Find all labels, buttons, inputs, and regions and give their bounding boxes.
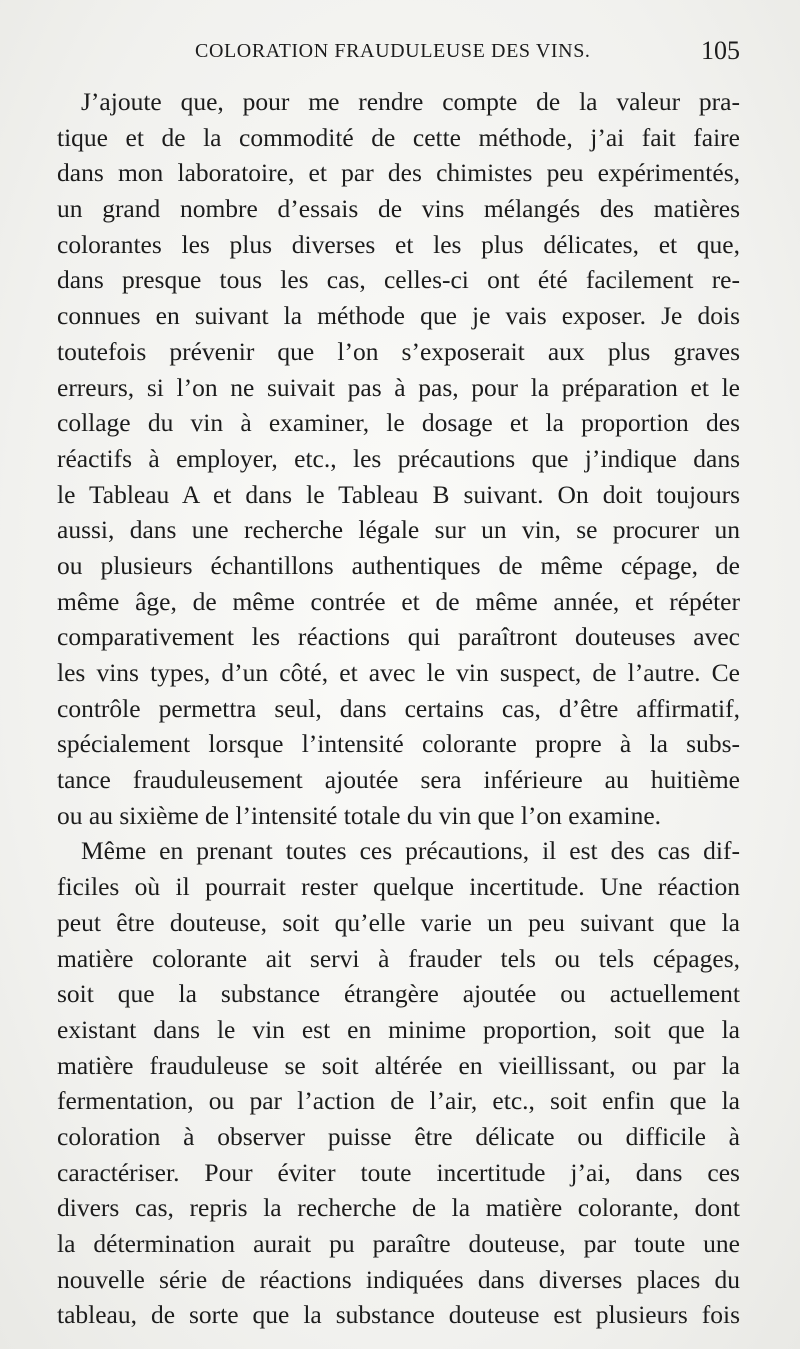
text-line: ou au sixième de l’intensité totale du vin que l’on examine. [57,800,662,830]
text-line: réactifs à employer, etc., les précautions que j’indique dans [57,443,740,473]
text-line: ficiles où il pourrait rester quelque incertitude. Une réaction [57,872,740,902]
text-line: divers cas, repris la recherche de la matière colorante, dont [57,1193,740,1223]
text-line: Même en prenant toutes ces précautions, il est des cas dif- [81,836,740,866]
text-line: caractériser. Pour éviter toute incertitude j’ai, dans ces [57,1157,740,1187]
text-line: tance frauduleusement ajoutée sera inférieure au huitième [57,765,740,795]
text-line: même âge, de même contrée et de même année, et répéter [57,586,740,616]
text-line: contrôle permettra seul, dans certains cas, d’être affirmatif, [57,693,740,723]
text-line: collage du vin à examiner, le dosage et la proportion des [57,408,740,438]
body-text [57,84,740,1333]
text-line: aussi, dans une recherche légale sur un vin, se procurer un [57,515,740,545]
text-line: matière frauduleuse se soit altérée en vieillissant, ou par la [57,1050,740,1080]
text-line: soit que la substance étrangère ajoutée ou actuellement [57,979,740,1009]
text-line: colorantes les plus diverses et les plus délicates, et que, [57,229,740,259]
text-line: tableau, de sorte que la substance douteuse est plusieurs fois [57,1300,740,1330]
text-line: fermentation, ou par l’action de l’air, etc., soit enfin que la [57,1086,740,1116]
text-line: ou plusieurs échantillons authentiques de même cépage, de [57,550,740,580]
text-line: les vins types, d’un côté, et avec le vin suspect, de l’autre. Ce [57,658,740,687]
text-line: peut être douteuse, soit qu’elle varie un peu suivant que la [57,907,740,937]
text-line: nouvelle série de réactions indiquées dans diverses places du [57,1264,740,1294]
text-line: spécialement lorsque l’intensité colorante propre à la subs- [57,729,740,759]
text-line: dans mon laboratoire, et par des chimistes peu expérimentés, [57,158,740,188]
text-line: le Tableau A et dans le Tableau B suivant. On doit toujours [57,479,740,509]
text-line: coloration à observer puisse être délicate ou difficile à [57,1121,740,1151]
text-line: comparativement les réactions qui paraîtront douteuses avec [57,622,740,652]
running-title: COLORATION FRAUDULEUSE DES VINS. [195,40,591,62]
text-line: J’ajoute que, pour me rendre compte de la valeur pra- [81,87,740,116]
text-line: toutefois prévenir que l’on s’exposerait aux plus graves [57,336,740,366]
text-line: dans presque tous les cas, celles-ci ont été facilement re- [57,265,740,295]
text-line: un grand nombre d’essais de vins mélangés des matières [57,194,740,224]
text-line: la détermination aurait pu paraître douteuse, par toute une [57,1229,740,1258]
text-line: existant dans le vin est en minime proportion, soit que la [57,1014,740,1044]
text-line: tique et de la commodité de cette méthode, j’ai fait faire [57,122,740,152]
text-line: matière colorante ait servi à frauder tels ou tels cépages, [57,943,740,973]
page-number: 105 [701,36,740,65]
text-line: connues en suivant la méthode que je vais exposer. Je dois [57,301,740,331]
page-header [57,36,740,70]
text-line: erreurs, si l’on ne suivait pas à pas, pour la préparation et le [57,372,740,402]
